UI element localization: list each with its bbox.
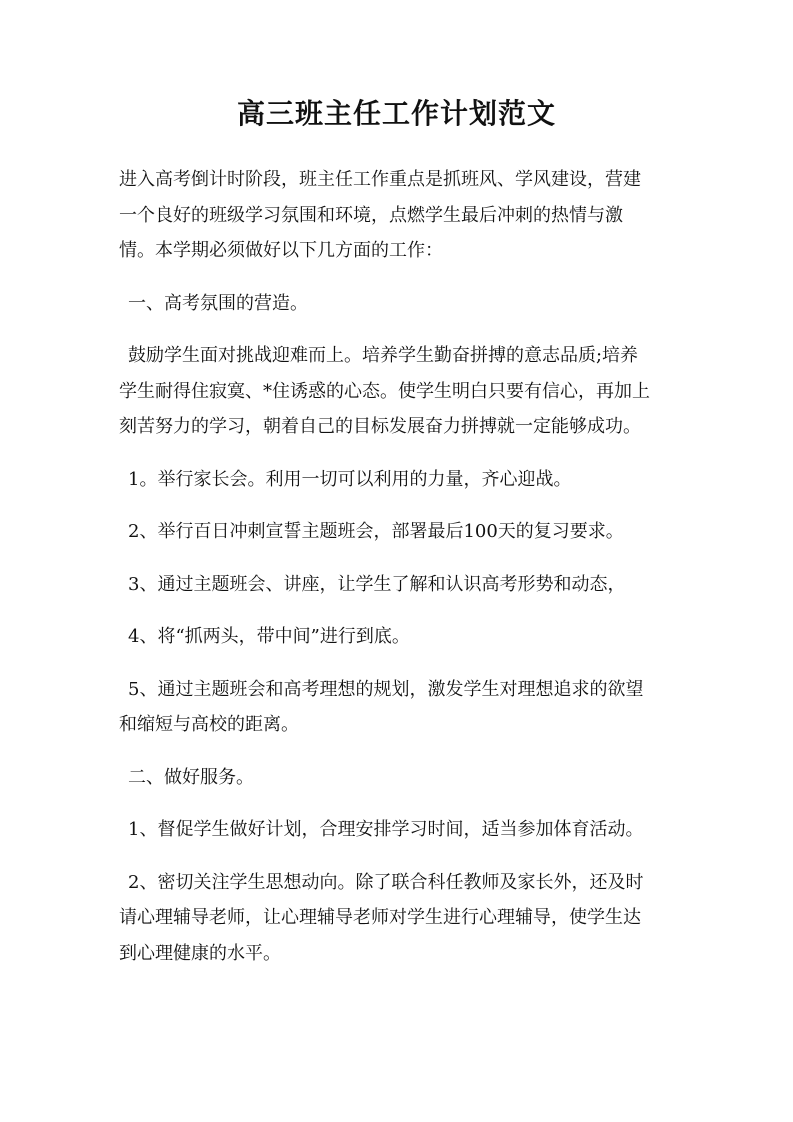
list-item-line: 到心理健康的水平。 [119,942,281,964]
intro-paragraph [119,162,674,269]
list-item: 2、举行百日冲刺宣誓主题班会，部署最后100天的复习要求。 [128,521,624,542]
list-item: 4、将“抓两头，带中间”进行到底。 [128,626,410,647]
section-2-heading: 二、做好服务。 [128,766,254,788]
list-item-line: 和缩短与高校的距离。 [119,714,299,735]
list-item: 3、通过主题班会、讲座，让学生了解和认识高考形势和动态， [128,573,626,595]
section-1-paragraph [119,338,674,445]
document-title: 高三班主任工作计划范文 [236,97,556,130]
list-item: 1、督促学生做好计划，合理安排学习时间，适当参加体育活动。 [128,819,644,840]
intro-line: 情。本学期必须做好以下几方面的工作： [119,240,443,261]
list-item [119,672,674,743]
intro-line: 一个良好的班级学习氛围和环境，点燃学生最后冲刺的热情与激 [119,204,623,226]
list-item [119,865,674,972]
list-item: 1。举行家长会。利用一切可以利用的力量，齐心迎战。 [128,468,572,490]
intro-line: 进入高考倒计时阶段，班主任工作重点是抓班风、学风建设，营建 [119,169,641,190]
list-item-line: 2、密切关注学生思想动向。除了联合科任教师及家长外，还及时 [128,871,644,893]
section-1-heading: 一、高考氛围的营造。 [128,292,308,314]
list-item-line: 请心理辅导老师，让心理辅导老师对学生进行心理辅导，使学生达 [119,907,641,928]
section-1-paragraph-line: 鼓励学生面对挑战迎难而上。培养学生勤奋拼搏的意志品质;培养 [128,345,639,366]
document-body [119,162,674,971]
list-item-line: 5、通过主题班会和高考理想的规划，激发学生对理想追求的欲望 [128,678,644,700]
section-1-paragraph-line: 学生耐得住寂寞、*住诱惑的心态。使学生明白只要有信心，再加上 [119,380,650,402]
section-1-paragraph-line: 刻苦努力的学习，朝着自己的目标发展奋力拼搏就一定能够成功。 [119,416,641,437]
